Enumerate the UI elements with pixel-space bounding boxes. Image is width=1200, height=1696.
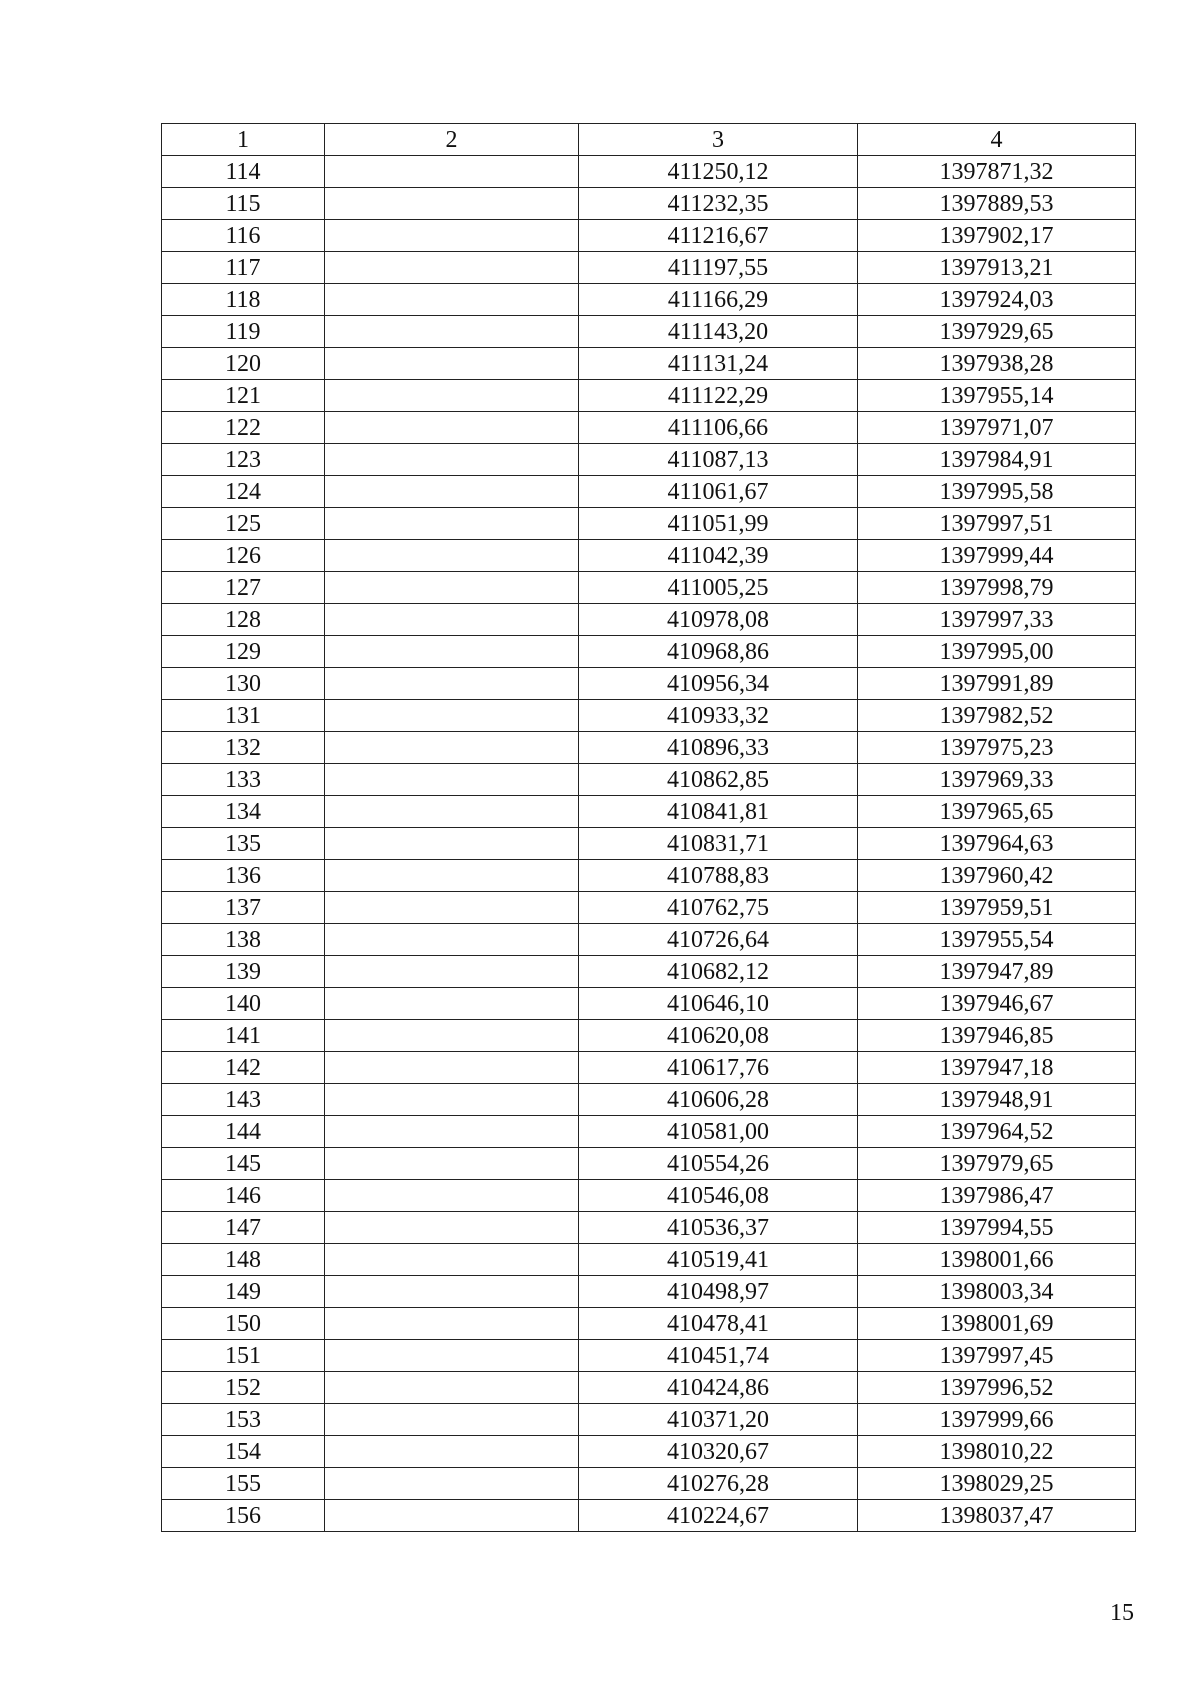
table-row <box>162 1084 1136 1116</box>
table-row <box>162 508 1136 540</box>
description-cell <box>325 1084 579 1116</box>
x-coordinate-cell: 410646,10 <box>579 988 858 1020</box>
y-coordinate-cell: 1397986,47 <box>858 1180 1136 1212</box>
point-number-cell: 117 <box>162 252 325 284</box>
x-coordinate-cell: 411197,55 <box>579 252 858 284</box>
table-row <box>162 1148 1136 1180</box>
table-row <box>162 252 1136 284</box>
x-coordinate-cell: 410451,74 <box>579 1340 858 1372</box>
point-number-cell: 133 <box>162 764 325 796</box>
x-coordinate-cell: 411131,24 <box>579 348 858 380</box>
point-number-cell: 153 <box>162 1404 325 1436</box>
table-row <box>162 700 1136 732</box>
x-coordinate-cell: 411232,35 <box>579 188 858 220</box>
point-number-cell: 118 <box>162 284 325 316</box>
table-row <box>162 188 1136 220</box>
description-cell <box>325 1276 579 1308</box>
column-header-3: 3 <box>579 124 858 156</box>
description-cell <box>325 1372 579 1404</box>
point-number-cell: 151 <box>162 1340 325 1372</box>
description-cell <box>325 860 579 892</box>
description-cell <box>325 1308 579 1340</box>
y-coordinate-cell: 1397995,58 <box>858 476 1136 508</box>
x-coordinate-cell: 411005,25 <box>579 572 858 604</box>
y-coordinate-cell: 1397997,51 <box>858 508 1136 540</box>
table-body <box>162 156 1136 1532</box>
point-number-cell: 129 <box>162 636 325 668</box>
x-coordinate-cell: 410276,28 <box>579 1468 858 1500</box>
description-cell <box>325 700 579 732</box>
table-row <box>162 284 1136 316</box>
table-row <box>162 1116 1136 1148</box>
table-row <box>162 412 1136 444</box>
y-coordinate-cell: 1397998,79 <box>858 572 1136 604</box>
description-cell <box>325 444 579 476</box>
description-cell <box>325 1468 579 1500</box>
description-cell <box>325 1404 579 1436</box>
point-number-cell: 142 <box>162 1052 325 1084</box>
y-coordinate-cell: 1397889,53 <box>858 188 1136 220</box>
y-coordinate-cell: 1397996,52 <box>858 1372 1136 1404</box>
description-cell <box>325 1500 579 1532</box>
table-row <box>162 1372 1136 1404</box>
x-coordinate-cell: 410546,08 <box>579 1180 858 1212</box>
point-number-cell: 155 <box>162 1468 325 1500</box>
description-cell <box>325 252 579 284</box>
table-row <box>162 540 1136 572</box>
description-cell <box>325 1436 579 1468</box>
table-row <box>162 604 1136 636</box>
x-coordinate-cell: 411143,20 <box>579 316 858 348</box>
table-row <box>162 892 1136 924</box>
table-row <box>162 1468 1136 1500</box>
table-row <box>162 220 1136 252</box>
table-row <box>162 828 1136 860</box>
y-coordinate-cell: 1397938,28 <box>858 348 1136 380</box>
description-cell <box>325 668 579 700</box>
x-coordinate-cell: 410320,67 <box>579 1436 858 1468</box>
point-number-cell: 145 <box>162 1148 325 1180</box>
description-cell <box>325 1148 579 1180</box>
table-row <box>162 924 1136 956</box>
table-row <box>162 380 1136 412</box>
description-cell <box>325 348 579 380</box>
y-coordinate-cell: 1397997,45 <box>858 1340 1136 1372</box>
y-coordinate-cell: 1397964,52 <box>858 1116 1136 1148</box>
table-row <box>162 1308 1136 1340</box>
description-cell <box>325 732 579 764</box>
table-row <box>162 1244 1136 1276</box>
table-row <box>162 444 1136 476</box>
y-coordinate-cell: 1397955,54 <box>858 924 1136 956</box>
description-cell <box>325 988 579 1020</box>
point-number-cell: 140 <box>162 988 325 1020</box>
description-cell <box>325 604 579 636</box>
description-cell <box>325 572 579 604</box>
y-coordinate-cell: 1397924,03 <box>858 284 1136 316</box>
y-coordinate-cell: 1397964,63 <box>858 828 1136 860</box>
x-coordinate-cell: 410896,33 <box>579 732 858 764</box>
y-coordinate-cell: 1397965,65 <box>858 796 1136 828</box>
y-coordinate-cell: 1397946,67 <box>858 988 1136 1020</box>
description-cell <box>325 892 579 924</box>
y-coordinate-cell: 1397955,14 <box>858 380 1136 412</box>
description-cell <box>325 1020 579 1052</box>
point-number-cell: 123 <box>162 444 325 476</box>
point-number-cell: 132 <box>162 732 325 764</box>
description-cell <box>325 924 579 956</box>
y-coordinate-cell: 1397913,21 <box>858 252 1136 284</box>
y-coordinate-cell: 1397946,85 <box>858 1020 1136 1052</box>
point-number-cell: 147 <box>162 1212 325 1244</box>
x-coordinate-cell: 410933,32 <box>579 700 858 732</box>
table-header-row <box>162 124 1136 156</box>
coordinates-table-container <box>161 123 1136 1532</box>
point-number-cell: 119 <box>162 316 325 348</box>
y-coordinate-cell: 1397999,66 <box>858 1404 1136 1436</box>
x-coordinate-cell: 410682,12 <box>579 956 858 988</box>
table-row <box>162 636 1136 668</box>
x-coordinate-cell: 410554,26 <box>579 1148 858 1180</box>
table-row <box>162 668 1136 700</box>
description-cell <box>325 1180 579 1212</box>
table-row <box>162 316 1136 348</box>
point-number-cell: 138 <box>162 924 325 956</box>
y-coordinate-cell: 1397995,00 <box>858 636 1136 668</box>
point-number-cell: 116 <box>162 220 325 252</box>
y-coordinate-cell: 1397971,07 <box>858 412 1136 444</box>
x-coordinate-cell: 411216,67 <box>579 220 858 252</box>
y-coordinate-cell: 1397947,18 <box>858 1052 1136 1084</box>
y-coordinate-cell: 1397959,51 <box>858 892 1136 924</box>
x-coordinate-cell: 411061,67 <box>579 476 858 508</box>
x-coordinate-cell: 410519,41 <box>579 1244 858 1276</box>
table-row <box>162 1276 1136 1308</box>
description-cell <box>325 316 579 348</box>
point-number-cell: 131 <box>162 700 325 732</box>
y-coordinate-cell: 1397979,65 <box>858 1148 1136 1180</box>
x-coordinate-cell: 410831,71 <box>579 828 858 860</box>
y-coordinate-cell: 1398010,22 <box>858 1436 1136 1468</box>
x-coordinate-cell: 410498,97 <box>579 1276 858 1308</box>
description-cell <box>325 156 579 188</box>
column-header-4: 4 <box>858 124 1136 156</box>
y-coordinate-cell: 1397997,33 <box>858 604 1136 636</box>
y-coordinate-cell: 1397999,44 <box>858 540 1136 572</box>
x-coordinate-cell: 410862,85 <box>579 764 858 796</box>
x-coordinate-cell: 411051,99 <box>579 508 858 540</box>
x-coordinate-cell: 410726,64 <box>579 924 858 956</box>
y-coordinate-cell: 1397929,65 <box>858 316 1136 348</box>
y-coordinate-cell: 1397948,91 <box>858 1084 1136 1116</box>
point-number-cell: 128 <box>162 604 325 636</box>
column-header-1: 1 <box>162 124 325 156</box>
point-number-cell: 152 <box>162 1372 325 1404</box>
table-row <box>162 476 1136 508</box>
point-number-cell: 125 <box>162 508 325 540</box>
description-cell <box>325 1116 579 1148</box>
x-coordinate-cell: 410978,08 <box>579 604 858 636</box>
description-cell <box>325 508 579 540</box>
table-row <box>162 572 1136 604</box>
x-coordinate-cell: 410968,86 <box>579 636 858 668</box>
table-row <box>162 764 1136 796</box>
point-number-cell: 115 <box>162 188 325 220</box>
point-number-cell: 149 <box>162 1276 325 1308</box>
x-coordinate-cell: 410224,67 <box>579 1500 858 1532</box>
y-coordinate-cell: 1397984,91 <box>858 444 1136 476</box>
y-coordinate-cell: 1397947,89 <box>858 956 1136 988</box>
table-row <box>162 860 1136 892</box>
x-coordinate-cell: 410424,86 <box>579 1372 858 1404</box>
table-row <box>162 732 1136 764</box>
x-coordinate-cell: 410371,20 <box>579 1404 858 1436</box>
point-number-cell: 121 <box>162 380 325 412</box>
description-cell <box>325 220 579 252</box>
point-number-cell: 144 <box>162 1116 325 1148</box>
point-number-cell: 139 <box>162 956 325 988</box>
x-coordinate-cell: 411122,29 <box>579 380 858 412</box>
x-coordinate-cell: 411250,12 <box>579 156 858 188</box>
point-number-cell: 134 <box>162 796 325 828</box>
description-cell <box>325 380 579 412</box>
x-coordinate-cell: 411166,29 <box>579 284 858 316</box>
x-coordinate-cell: 410536,37 <box>579 1212 858 1244</box>
table-row <box>162 1020 1136 1052</box>
x-coordinate-cell: 410956,34 <box>579 668 858 700</box>
x-coordinate-cell: 410788,83 <box>579 860 858 892</box>
y-coordinate-cell: 1397902,17 <box>858 220 1136 252</box>
y-coordinate-cell: 1398003,34 <box>858 1276 1136 1308</box>
coordinates-table <box>161 123 1136 1532</box>
point-number-cell: 122 <box>162 412 325 444</box>
point-number-cell: 126 <box>162 540 325 572</box>
point-number-cell: 154 <box>162 1436 325 1468</box>
table-row <box>162 1212 1136 1244</box>
table-row <box>162 1340 1136 1372</box>
point-number-cell: 137 <box>162 892 325 924</box>
y-coordinate-cell: 1397994,55 <box>858 1212 1136 1244</box>
x-coordinate-cell: 411106,66 <box>579 412 858 444</box>
description-cell <box>325 476 579 508</box>
x-coordinate-cell: 410606,28 <box>579 1084 858 1116</box>
table-row <box>162 1404 1136 1436</box>
y-coordinate-cell: 1398001,66 <box>858 1244 1136 1276</box>
page-number: 15 <box>1110 1600 1134 1626</box>
table-row <box>162 956 1136 988</box>
point-number-cell: 143 <box>162 1084 325 1116</box>
point-number-cell: 114 <box>162 156 325 188</box>
x-coordinate-cell: 410762,75 <box>579 892 858 924</box>
description-cell <box>325 1052 579 1084</box>
description-cell <box>325 956 579 988</box>
point-number-cell: 127 <box>162 572 325 604</box>
description-cell <box>325 796 579 828</box>
y-coordinate-cell: 1397871,32 <box>858 156 1136 188</box>
table-row <box>162 796 1136 828</box>
x-coordinate-cell: 410478,41 <box>579 1308 858 1340</box>
x-coordinate-cell: 410617,76 <box>579 1052 858 1084</box>
description-cell <box>325 828 579 860</box>
table-row <box>162 988 1136 1020</box>
column-header-2: 2 <box>325 124 579 156</box>
point-number-cell: 148 <box>162 1244 325 1276</box>
point-number-cell: 156 <box>162 1500 325 1532</box>
x-coordinate-cell: 410620,08 <box>579 1020 858 1052</box>
description-cell <box>325 1244 579 1276</box>
description-cell <box>325 412 579 444</box>
point-number-cell: 146 <box>162 1180 325 1212</box>
point-number-cell: 150 <box>162 1308 325 1340</box>
description-cell <box>325 1340 579 1372</box>
y-coordinate-cell: 1397991,89 <box>858 668 1136 700</box>
table-row <box>162 1052 1136 1084</box>
description-cell <box>325 1212 579 1244</box>
description-cell <box>325 188 579 220</box>
table-row <box>162 1436 1136 1468</box>
point-number-cell: 130 <box>162 668 325 700</box>
point-number-cell: 136 <box>162 860 325 892</box>
table-row <box>162 348 1136 380</box>
table-row <box>162 1180 1136 1212</box>
point-number-cell: 135 <box>162 828 325 860</box>
x-coordinate-cell: 410581,00 <box>579 1116 858 1148</box>
description-cell <box>325 284 579 316</box>
y-coordinate-cell: 1397969,33 <box>858 764 1136 796</box>
point-number-cell: 120 <box>162 348 325 380</box>
table-row <box>162 1500 1136 1532</box>
point-number-cell: 141 <box>162 1020 325 1052</box>
x-coordinate-cell: 411042,39 <box>579 540 858 572</box>
y-coordinate-cell: 1397975,23 <box>858 732 1136 764</box>
y-coordinate-cell: 1398001,69 <box>858 1308 1136 1340</box>
y-coordinate-cell: 1398029,25 <box>858 1468 1136 1500</box>
description-cell <box>325 764 579 796</box>
description-cell <box>325 636 579 668</box>
table-row <box>162 156 1136 188</box>
point-number-cell: 124 <box>162 476 325 508</box>
x-coordinate-cell: 411087,13 <box>579 444 858 476</box>
x-coordinate-cell: 410841,81 <box>579 796 858 828</box>
y-coordinate-cell: 1397982,52 <box>858 700 1136 732</box>
y-coordinate-cell: 1397960,42 <box>858 860 1136 892</box>
y-coordinate-cell: 1398037,47 <box>858 1500 1136 1532</box>
description-cell <box>325 540 579 572</box>
